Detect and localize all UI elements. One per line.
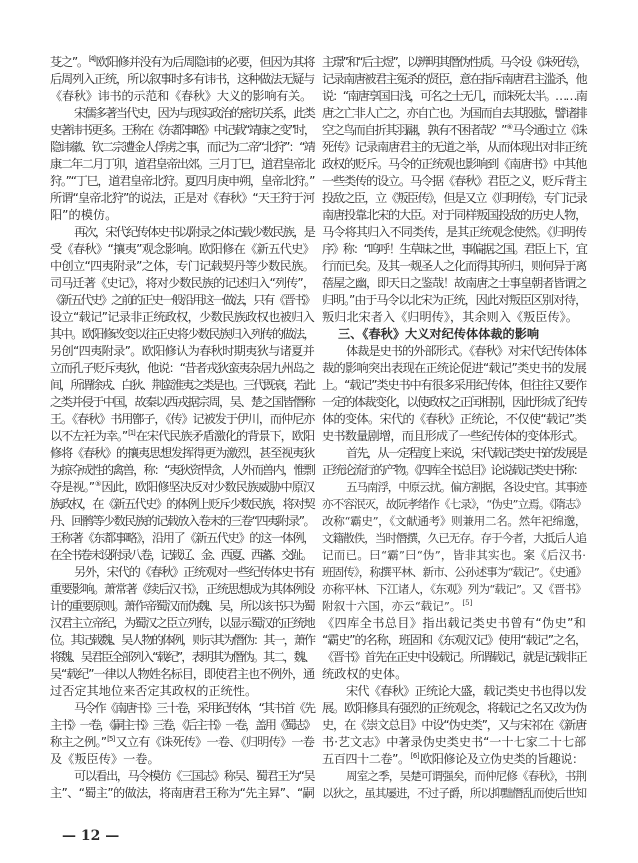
text-line: 可以看出，马令模仿《三国志》称吴、蜀君王为“吴 <box>74 769 314 783</box>
text-line: 丹、回鹘等少数民族的记载放入卷末的三卷“四夷附录”。 <box>50 514 314 528</box>
text-line: 死传》记录南唐君主的无道之举，从而体现出对非正统 <box>322 140 586 154</box>
footnote-ref: [5] <box>462 599 473 607</box>
text-line: 间，所谓徐戎、白狄、荆蛮淮夷之类是也。三代既衰，若此 <box>50 378 314 392</box>
text-line: 序》称：“呜呼！生草昧之世，事偏据之国。君臣上下，宜 <box>322 242 586 256</box>
text-line <box>50 54 314 71</box>
footnote-ref: ⑤ <box>94 480 101 488</box>
text-line: 文籍散佚，当时僭撰，久已无存。存于今者，大抵后人追 <box>322 531 586 545</box>
text-line: 吴“载纪”一律以人物姓名标目，即使君主也不例外，通 <box>50 667 314 681</box>
text-line: 正统论流行的产物。《四库全书总目》论说载记类史书称： <box>322 463 584 477</box>
text-line: 后周列入正统，所以叙事时多有讳书，这种做法无疑与 <box>50 72 314 86</box>
text-line: 宋代《春秋》正统论大盛，载记类史书也得以发 <box>346 684 586 698</box>
text-line: 史书数量剧增，而且形成了一些纪传体的变体形式。 <box>322 429 584 443</box>
text-line: 周室之季，吴楚可谓强矣，而仲尼修《春秋》，书荆 <box>346 769 586 783</box>
text-line: 五马南浮，中原云扰。偏方割据，各设史官。其事迹 <box>346 480 586 494</box>
text-line: 记而已。曰“霸”曰“伪”，皆非其实也。案《后汉书· <box>322 548 586 562</box>
text-segment: 欧阳修并没有为后周隐讳的必要，但因为其将 <box>95 55 315 69</box>
text-line: 《晋书》首先在正史中设载记。所谓载记，就是记载非正 <box>322 650 586 664</box>
text-line: 及《叛臣传》一卷。 <box>50 752 160 766</box>
text-line: 族政权，在《新五代史》的体例上贬斥少数民族，将对契 <box>50 497 314 511</box>
text-line: 说：“南唐享国日浅，可名之士无几，而诛死太半。……南 <box>322 89 586 103</box>
text-line: 将魏、吴君臣全部列入“载纪”，表明其为僭伪。其二，魏、 <box>50 650 314 664</box>
text-segment: 马令通过立《诛 <box>512 123 586 137</box>
text-line: 以狄之，虽其屡进，不过子爵，所以抑黜僭乱而使后世知 <box>322 786 586 800</box>
text-line: 记录南唐被君主冤杀的贤臣，意在指斥南唐君主滥杀，他 <box>322 72 586 86</box>
text-line <box>322 598 586 615</box>
text-line: 一些类传的设立。马令据《春秋》君臣之义，贬斥背主 <box>322 174 586 188</box>
text-segment: 附叙十六国，亦云“载记”。 <box>322 599 462 613</box>
text-segment: 因此，欧阳修坚决反对少数民族威胁中原汉 <box>101 480 314 494</box>
footnote-ref: [1] <box>128 429 135 437</box>
left-column <box>50 54 314 802</box>
text-line: 主璟”和“后主煜”，以辨明其僭伪性质。马令设《诛死传》， <box>322 55 586 69</box>
text-segment: 又立有《诛死传》一卷、《归明传》一卷 <box>115 735 314 749</box>
text-line: 之类并侵于中国，故秦以西戎据宗周，吴、楚之国皆僭称 <box>50 395 314 409</box>
text-line: 司马迁著《史记》，将对少数民族的记述归入“列传”， <box>50 276 314 290</box>
text-line: 阳”的模仿。 <box>50 208 118 222</box>
text-line: 王。《春秋》书用鄫子，《传》记被发于伊川，而仲尼亦 <box>50 412 314 426</box>
text-line: 班固传》，称撰平林、新市、公孙述事为“载记”。《史通》 <box>322 565 586 579</box>
text-segment: 夺是视。” <box>50 480 94 494</box>
text-line: “霸史”的名称，班固和《东观汉记》使用“载记”之名， <box>322 633 586 647</box>
text-line: 《新五代史》之前的正史一般沿用这一做法，只有《晋书》 <box>50 293 314 307</box>
text-line: 改称“霸史”，《文献通考》则兼用二名。然年祀绵邈， <box>322 514 586 528</box>
text-line: 书·艺文志》中著录伪史类史书“一十七家二十七部 <box>322 735 586 749</box>
text-line: 归明。”由于马令以北宋为正统，因此对叛臣区别对待， <box>322 293 586 307</box>
text-line: 再次，宋代纪传体史书以附录之体记载少数民族，是 <box>74 225 314 239</box>
text-line: 康二年二月丁卯，道君皇帝出郊。三月丁巳，道君皇帝北 <box>50 157 314 171</box>
text-line: 行而已矣。及其一觌圣人之化而得其所归，则何异于离 <box>322 259 586 273</box>
page-number: — 12 — <box>62 828 120 844</box>
text-line: 亦称平林、下江诸人，《东观》列为“载记”。又《晋书》 <box>322 582 586 596</box>
text-line: 受《春秋》“攘夷”观念影响。欧阳修在《新五代史》 <box>50 242 314 256</box>
footnote-ref: ⑥ <box>506 123 512 131</box>
text-line: 史著讳书更多。王称在《东都事略》中记载“靖康之变”时， <box>50 123 314 137</box>
text-line: 为掠夺成性的禽兽，称：“夷狄资悍贪，人外而兽内，惟剽 <box>50 463 314 477</box>
text-line: 南唐投靠北宋的大臣。对于同样叛国投敌的历史人物， <box>322 208 586 222</box>
text-segment: 欧阳修论及立伪史类的旨趣说： <box>420 752 584 766</box>
text-line <box>50 734 314 751</box>
text-line <box>322 751 586 768</box>
text-line: 政权的贬斥。马令的正统观也影响到《南唐书》中其他 <box>322 157 586 171</box>
text-line: 立而孔子贬斥夷狄，他说：“昔者戎狄蛮夷杂居九州岛之 <box>50 361 314 375</box>
text-line: 位。其记载魏、吴人物的体例，则示其为僭伪：其一，萧作 <box>50 633 314 647</box>
text-segment: 空之鸟而自折其羽翮，孰有不困者哉？” <box>322 123 506 137</box>
text-line: 修将《春秋》的攘夷思想发挥得更为激烈，甚至视夷狄 <box>50 446 314 460</box>
text-line: 王称著《东都事略》，沿用了《新五代史》的这一体例， <box>50 531 314 545</box>
text-line: 投敌之臣，立《叛臣传》，但是又立《归明传》，专门记录 <box>322 191 586 205</box>
text-line: 一定的体裁变化，以使政权之正闰相别，因此形成了纪传 <box>322 395 586 409</box>
text-line: 计的重要原则。萧作帝蜀汉而伪魏、吴，所以该书只为蜀 <box>50 599 314 613</box>
right-column <box>322 54 586 802</box>
text-line: 叛归北宋者入《归明传》，其余则入《叛臣传》。 <box>322 310 578 324</box>
text-line: 狩。”“丁巳，道君皇帝北狩。夏四月庚申朔，皇帝北狩。” <box>50 174 314 188</box>
text-line <box>50 428 314 445</box>
text-segment: 在宋代民族矛盾激化的背景下，欧阳 <box>135 429 314 443</box>
text-line: 设立“载记”记录非正统政权，少数民族政权也被归入 <box>50 310 314 324</box>
footnote-ref: [6] <box>410 752 420 760</box>
text-line: 过否定其地位来否定其政权的正统性。 <box>50 684 258 698</box>
text-line: 上。“载记”类史书中有很多采用纪传体，但往往又要作 <box>322 378 586 392</box>
text-segment: 芟之”。 <box>50 55 88 69</box>
text-line: 马令作《南唐书》三十卷，采用纪传体，“其书首《先 <box>74 701 314 715</box>
text-line: 另外，宋代的《春秋》正统观对一些纪传体史书有 <box>74 565 314 579</box>
text-line: 在全书卷末设附录八卷，记载辽、金、西夏、西蕃、交趾。 <box>50 548 312 562</box>
text-line: 首先，从一定程度上来说，宋代载记类史书的发展是 <box>346 446 586 460</box>
text-line: 隐讳徽、钦二宗遭金人俘虏之事，而记为二帝“北狩”：“靖 <box>50 140 314 154</box>
text-line: 汉君主立帝纪，为蜀汉之臣立列传，以显示蜀汉的正统地 <box>50 616 314 630</box>
text-line: 《四库全书总目》指出载记类史书曾有“伪史”和 <box>322 616 586 630</box>
text-line: 体的变体。宋代的《春秋》正统论，不仅使“载记”类 <box>322 412 586 426</box>
text-line: 统政权的史体。 <box>322 667 408 681</box>
text-line: 蓓屋之幽，即天日之鉴哉！故南唐之士事皇朝者皆谓之 <box>322 276 586 290</box>
text-line: 马令将其归入不同类传，是其正统观念使然。《归明传 <box>322 225 586 239</box>
text-line: 中创立“四夷附录”之体，专门记载契丹等少数民族。 <box>50 259 314 273</box>
text-line: 裁的影响突出表现在正统论促进“载记”类史书的发展 <box>322 361 586 375</box>
text-line: 主”、“蜀主”的做法，将南唐君王称为“先主昪”、“嗣 <box>50 786 314 800</box>
text-line: 唐之亡非人亡之，亦自亡也。为国而自去其股肱，譬诸排 <box>322 106 586 120</box>
footnote-ref: [5] <box>107 735 115 743</box>
text-segment: 以不左衽为幸。” <box>50 429 128 443</box>
text-line: 展。欧阳修具有强烈的正统观念，将载记之名又改为伪 <box>322 701 586 715</box>
text-line: 体裁是史书的外部形式。《春秋》对宋代纪传体体 <box>346 344 586 358</box>
text-segment: 称主之例。” <box>50 735 107 749</box>
text-line: 宋儒多著当代史，因为与现实政治的密切关系，此类 <box>74 106 314 120</box>
text-line <box>50 479 314 496</box>
text-line: 主书》一卷，《嗣主书》三卷，《后主书》一卷，盖用《蜀志》 <box>50 718 314 732</box>
section-heading: 三、《春秋》大义对纪传体体裁的影响 <box>338 327 540 341</box>
text-line: 《春秋》讳书的示范和《春秋》大义的影响有关。 <box>50 89 312 103</box>
text-line: 亦不容泯灭，故阮孝绪作《七录》，“伪史”立焉。《隋志》 <box>322 497 586 511</box>
text-line: 重要影响。萧常著《续后汉书》，正统思想成为其体例设 <box>50 582 314 596</box>
text-line: 史，在《崇文总目》中设“伪史类”，又与宋祁在《新唐 <box>322 718 586 732</box>
text-line: 所谓“皇帝北狩”的说法，正是对《春秋》“天王狩于河 <box>50 191 314 205</box>
text-segment: 五百四十二卷”。 <box>322 752 410 766</box>
text-line: 其中。欧阳修改变以往正史将少数民族归入列传的做法， <box>50 327 314 341</box>
text-line <box>322 122 586 139</box>
text-line: 另创“四夷附录”。欧阳修认为春秋时期夷狄与诸夏并 <box>50 344 314 358</box>
footnote-ref: [4] <box>88 55 95 63</box>
